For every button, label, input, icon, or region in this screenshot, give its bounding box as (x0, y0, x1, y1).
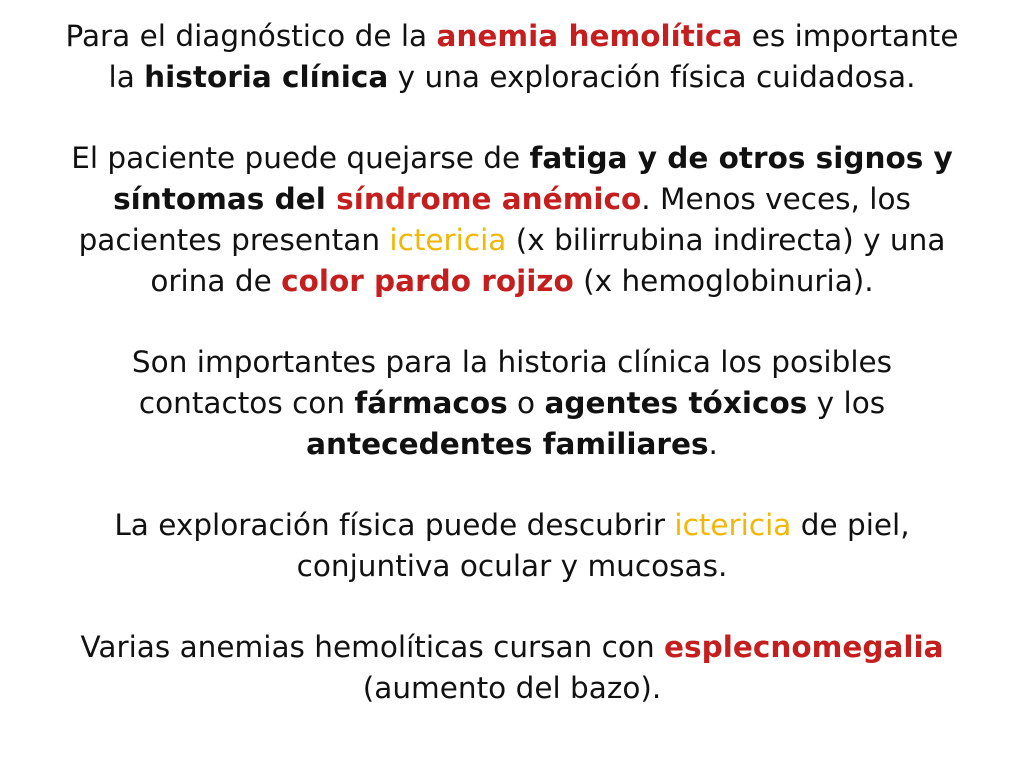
text: . Menos veces, los pacientes presentan (78, 182, 911, 257)
bold-historia-clinica: historia clínica (144, 60, 389, 94)
highlight-esplecnomegalia: esplecnomegalia (664, 630, 944, 664)
bold-fatiga: fatiga y de otros signos y síntomas del (113, 141, 953, 216)
text: Para el diagnóstico de la (65, 19, 437, 53)
text: Varias anemias hemolíticas cursan con (80, 630, 665, 664)
highlight-ictericia: ictericia (389, 223, 507, 257)
text: (aumento del bazo). (362, 671, 662, 705)
paragraph-exploration (60, 505, 964, 587)
paragraph-diagnosis (60, 16, 964, 98)
text: (x bilirrubina indirecta) y una orina de (150, 223, 946, 298)
highlight-ictericia: ictericia (674, 508, 792, 542)
text: La exploración física puede descubrir (114, 508, 675, 542)
text: (x hemoglobinuria). (573, 264, 874, 298)
bold-antecedentes-familiares: antecedentes familiares (306, 427, 709, 461)
highlight-color-pardo-rojizo: color pardo rojizo (281, 264, 574, 298)
text: El paciente puede quejarse de (71, 141, 530, 175)
paragraph-splenomegaly (60, 627, 964, 709)
paragraph-history (60, 342, 964, 465)
text: de piel, conjuntiva ocular y mucosas. (296, 508, 910, 583)
text: . (708, 427, 718, 461)
text: y una exploración física cuidadosa. (388, 60, 916, 94)
text: Son importantes para la historia clínica los posibles contactos con (131, 345, 893, 420)
text: o (507, 386, 545, 420)
text: y los (807, 386, 886, 420)
highlight-anemia-hemolitica: anemia hemolítica (436, 19, 743, 53)
text: es importante la (108, 19, 959, 94)
bold-agentes-toxicos: agentes tóxicos (544, 386, 808, 420)
bold-farmacos: fármacos (354, 386, 508, 420)
paragraph-symptoms (60, 138, 964, 302)
highlight-sindrome-anemico: síndrome anémico (336, 182, 642, 216)
